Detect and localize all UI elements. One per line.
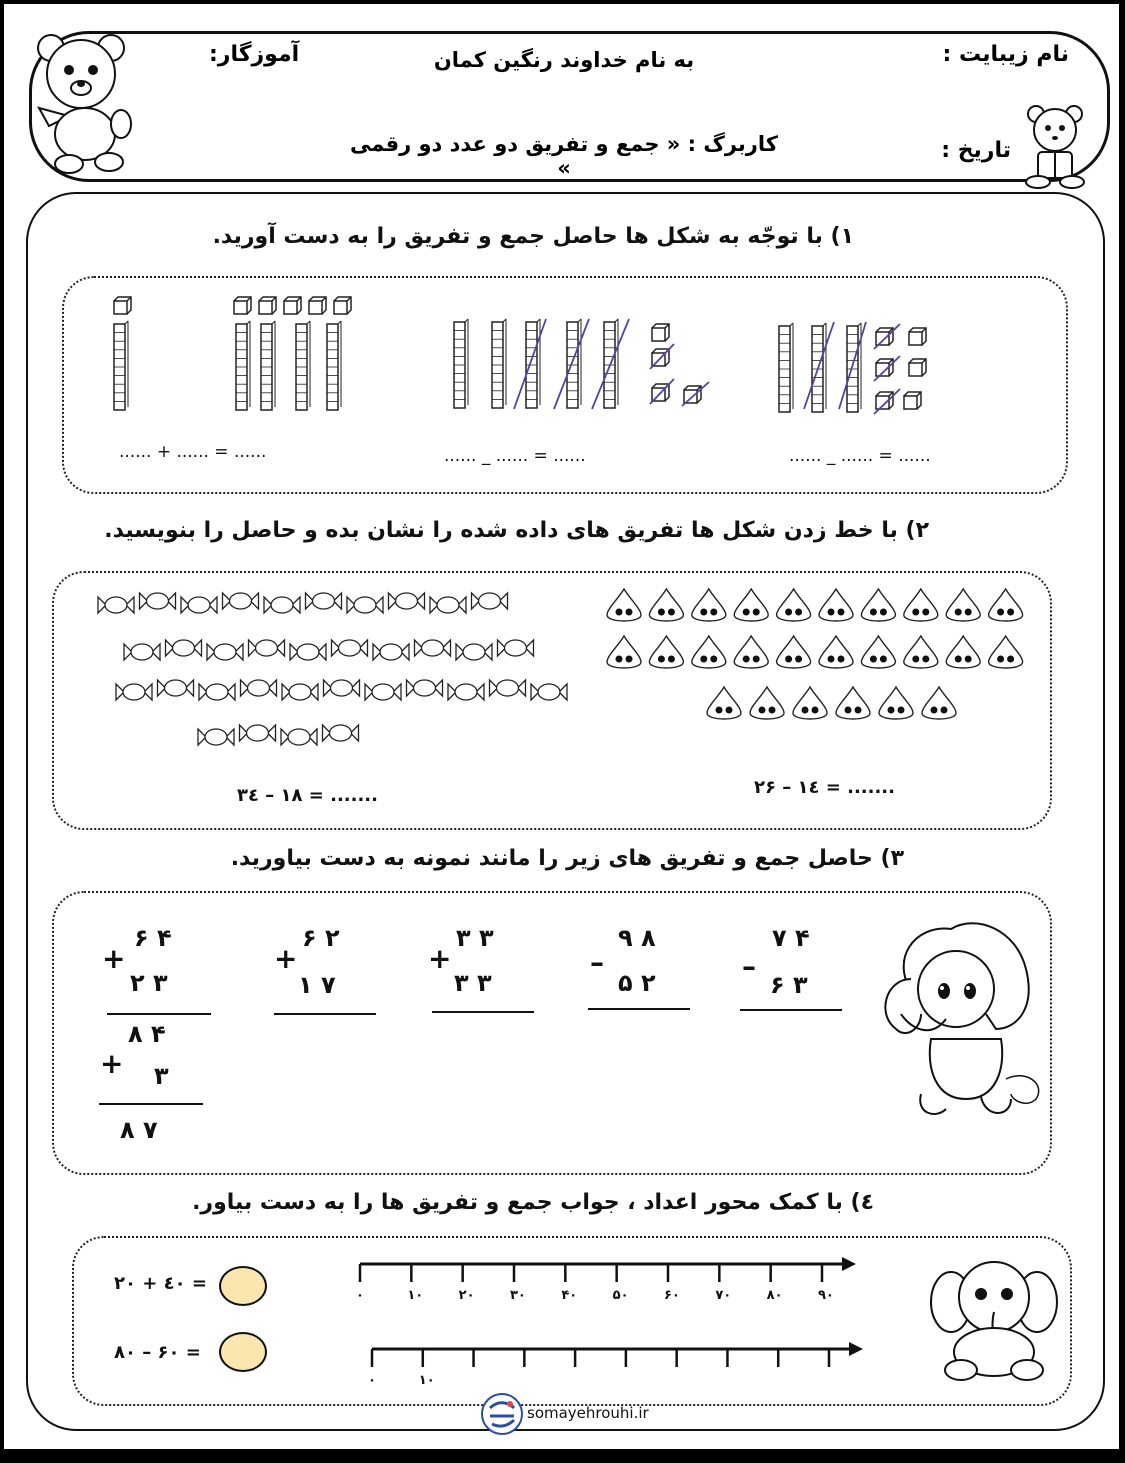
q1-title: ۱) با توجّه به شکل ها حاصل جمع و تفریق را به دست آورید. — [212, 224, 854, 249]
worksheet-page — [4, 4, 1119, 1449]
tick-label: ۲۰ — [458, 1288, 475, 1303]
q3-p1-top: ۶ ۴ — [134, 924, 172, 952]
tick-label: ۱۰ — [418, 1373, 435, 1388]
q2-equation-right: ۲۶ – ۱٤ = ....... — [754, 777, 895, 798]
tick-label: ۳۰ — [510, 1288, 526, 1303]
tick-label: ۱۰ — [407, 1288, 424, 1303]
q3-p3-top: ۳ ۳ — [456, 924, 494, 952]
q4-title: ٤) با کمک محور اعداد ، جواب جمع و تفریق ها را به دست بیاور. — [192, 1190, 874, 1215]
q3-p4-bottom: ۵ ۲ — [618, 969, 656, 997]
q3-title: ۳) حاصل جمع و تفریق های زیر را مانند نمونه به دست بیاورید. — [230, 846, 904, 871]
date-label: تاریخ : — [941, 138, 1011, 163]
q2-title: ۲) با خط زدن شکل ها تفریق های داده شده را نشان بده و حاصل را بنویسید. — [104, 518, 929, 543]
q1-equation-left: ...... + ...... = ...... — [119, 442, 267, 462]
q1-equation-middle: ...... _ ...... = ...... — [444, 446, 586, 466]
tick-label: ۸۰ — [766, 1288, 783, 1303]
q4-number-lines — [4, 4, 1119, 1449]
worksheet-title: کاربرگ : « جمع و تفریق دو عدد دو رقمی » — [350, 132, 778, 180]
q3-p3-bottom: ۳ ۳ — [454, 969, 492, 997]
tick-label: ۹۰ — [818, 1288, 834, 1303]
number-line-1 — [356, 1257, 856, 1303]
site-logo-icon — [480, 1392, 524, 1436]
bismillah-text: به نام خداوند رنگین کمان — [433, 48, 695, 72]
name-label: نام زیبایت : — [942, 42, 1069, 67]
number-line-2 — [368, 1342, 863, 1388]
q2-equation-left: ۳٤ – ۱۸ = ....... — [237, 785, 378, 806]
q3-p5-operator: – — [742, 950, 756, 983]
q1-equation-right: ...... _ ...... = ...... — [789, 446, 931, 466]
tick-label: ۴۰ — [561, 1288, 578, 1303]
q3-p1-operator: + — [102, 942, 126, 975]
q3-p5-bottom: ۶ ۳ — [770, 971, 808, 999]
tick-label: ۰ — [368, 1373, 376, 1388]
footer-site[interactable]: somayehrouhi.ir — [527, 1404, 649, 1422]
q3-p2-bottom: ۱ ۷ — [298, 971, 336, 999]
q4-equation-2: ۸۰ – ۶۰ = — [114, 1342, 201, 1363]
q3-p1-extra: ۳ — [154, 1062, 169, 1090]
q3-p4-operator: – — [590, 946, 604, 979]
q3-p1-result: ۸ ۴ — [128, 1020, 166, 1048]
q4-equation-1: ۲۰ + ٤۰ = — [114, 1273, 207, 1294]
q3-p2-operator: + — [274, 942, 298, 975]
tick-label: ۶۰ — [664, 1288, 680, 1303]
q3-p5-top: ۷ ۴ — [772, 924, 810, 952]
tick-label: ۰ — [356, 1288, 364, 1303]
q3-p4-top: ۹ ۸ — [618, 924, 656, 952]
tick-label: ۷۰ — [715, 1288, 732, 1303]
elephant-sitting-illustration — [929, 1252, 1059, 1382]
q3-p1-operator2: + — [100, 1047, 124, 1080]
q3-p2-top: ۶ ۲ — [302, 924, 340, 952]
tick-label: ۵۰ — [612, 1288, 629, 1303]
q3-p1-final: ۸ ۷ — [120, 1116, 158, 1144]
q3-p1-bottom: ۲ ۳ — [130, 969, 168, 997]
q3-p3-operator: + — [428, 942, 452, 975]
teacher-label: آموزگار: — [209, 42, 300, 67]
